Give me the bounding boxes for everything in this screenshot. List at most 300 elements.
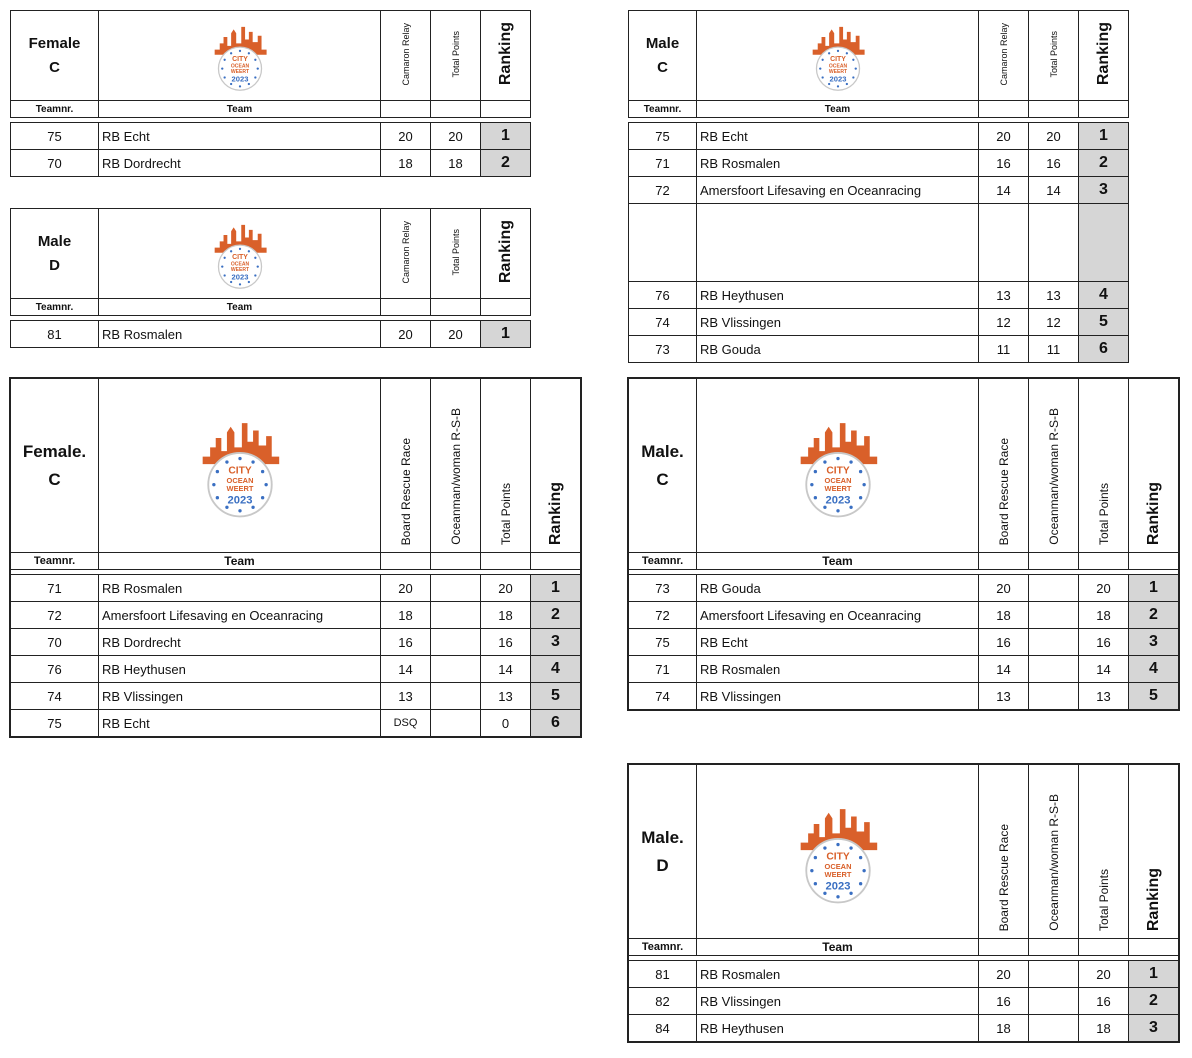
team-number: 81 <box>11 321 99 348</box>
team-number: 72 <box>11 602 99 629</box>
header-board-rescue-race: Board Rescue Race <box>979 379 1029 553</box>
header-oceanman: Oceanman/woman R-S-B <box>1029 765 1079 939</box>
star-dot <box>254 58 256 60</box>
star-dot <box>256 67 258 69</box>
header-team: Team <box>697 553 979 570</box>
team-name: RB Dordrecht <box>99 150 381 177</box>
board-points: 16 <box>979 629 1029 656</box>
team-name: RB Vlissingen <box>697 988 979 1015</box>
team-number: 74 <box>629 683 697 710</box>
logo-text: CITY <box>231 253 248 261</box>
star-dot <box>821 76 823 78</box>
header-total-points: Total Points <box>431 209 481 299</box>
team-name: RB Vlissingen <box>99 683 381 710</box>
logo-text: OCEAN <box>824 861 851 871</box>
table-row <box>11 629 581 656</box>
results-table-female-c-board <box>10 378 581 737</box>
table-row <box>629 177 1129 204</box>
board-points: 20 <box>381 575 431 602</box>
total-points: 20 <box>481 575 531 602</box>
team-name: RB Echt <box>99 123 381 150</box>
board-points: 20 <box>979 961 1029 988</box>
oceanman-points <box>431 656 481 683</box>
logo-cell <box>99 11 381 101</box>
logo-cell <box>697 379 979 553</box>
category-label: Male. <box>641 828 684 848</box>
total-points: 14 <box>481 656 531 683</box>
team-number: 84 <box>629 1015 697 1042</box>
category-cell <box>11 379 99 553</box>
board-points: 20 <box>979 575 1029 602</box>
table-row <box>629 309 1129 336</box>
team-name: RB Rosmalen <box>697 150 979 177</box>
ranking-value: 6 <box>531 710 581 737</box>
header-board-rescue-race: Board Rescue Race <box>979 765 1029 939</box>
oceanman-points <box>431 575 481 602</box>
board-points: 13 <box>381 683 431 710</box>
table-row <box>11 710 581 737</box>
city-ocean-weert-logo <box>806 18 870 94</box>
logo-text: WEERT <box>226 483 253 493</box>
team-name: RB Heythusen <box>697 282 979 309</box>
board-points: 16 <box>381 629 431 656</box>
ranking-value: 4 <box>1079 282 1129 309</box>
logo-text: WEERT <box>230 68 249 75</box>
star-dot <box>215 469 218 472</box>
ranking-value: 5 <box>531 683 581 710</box>
star-dot <box>223 274 225 276</box>
total-points: 20 <box>1079 575 1129 602</box>
star-dot <box>813 855 816 858</box>
ranking-value: 3 <box>1129 629 1179 656</box>
table-row <box>629 150 1129 177</box>
header-camaron-relay: Camaron Relay <box>381 11 431 101</box>
total-points: 18 <box>481 602 531 629</box>
star-dot <box>836 842 839 845</box>
header-total-points: Total Points <box>1029 11 1079 101</box>
ranking-value: 2 <box>1129 602 1179 629</box>
header-total-points: Total Points <box>1079 379 1129 553</box>
category-class: D <box>656 855 669 875</box>
results-table-male-d-board <box>628 764 1179 1042</box>
category-label: Female <box>28 34 81 52</box>
star-dot <box>229 250 231 252</box>
logo-year: 2023 <box>231 271 248 281</box>
team-name: RB Rosmalen <box>697 961 979 988</box>
results-table-male-d-relay <box>10 208 531 348</box>
star-dot <box>225 460 228 463</box>
team-number: 72 <box>629 602 697 629</box>
logo-text: WEERT <box>824 869 851 879</box>
table-row <box>629 656 1179 683</box>
team-number: 70 <box>11 629 99 656</box>
category-cell <box>629 11 697 101</box>
category-class: C <box>657 58 668 76</box>
oceanman-points <box>1029 1015 1079 1042</box>
total-points: 16 <box>1079 629 1129 656</box>
header-teamnr: Teamnr. <box>11 101 99 118</box>
header-total-points: Total Points <box>481 379 531 553</box>
oceanman-points <box>1029 683 1079 710</box>
star-dot <box>858 855 861 858</box>
table-row <box>629 988 1179 1015</box>
star-dot <box>215 496 218 499</box>
total-points: 13 <box>481 683 531 710</box>
team-name: RB Echt <box>697 629 979 656</box>
header-camaron-relay: Camaron Relay <box>381 209 431 299</box>
board-points: 18 <box>979 1015 1029 1042</box>
table-row <box>11 150 531 177</box>
logo-text: CITY <box>825 850 850 862</box>
team-number: 74 <box>629 309 697 336</box>
logo-text: WEERT <box>828 68 847 75</box>
team-name: RB Rosmalen <box>99 575 381 602</box>
table-row <box>629 123 1129 150</box>
header-teamnr: Teamnr. <box>629 553 697 570</box>
team-number: 71 <box>11 575 99 602</box>
oceanman-points <box>1029 575 1079 602</box>
team-number: 82 <box>629 988 697 1015</box>
category-class: C <box>656 469 669 489</box>
star-dot <box>254 274 256 276</box>
header-team: Team <box>99 101 381 118</box>
board-points: 14 <box>381 656 431 683</box>
star-dot <box>813 469 816 472</box>
total-points: 13 <box>1029 282 1079 309</box>
star-dot <box>858 496 861 499</box>
total-points: 12 <box>1029 309 1079 336</box>
star-dot <box>849 460 852 463</box>
ranking-value: 1 <box>1129 961 1179 988</box>
star-dot <box>251 460 254 463</box>
header-ranking: Ranking <box>481 11 531 101</box>
ranking-value: 3 <box>1079 177 1129 204</box>
table-row <box>11 123 531 150</box>
table-row <box>629 961 1179 988</box>
category-label: Female. <box>22 442 87 462</box>
star-dot <box>223 58 225 60</box>
team-number: 71 <box>629 150 697 177</box>
header-teamnr: Teamnr. <box>629 101 697 118</box>
logo-text: OCEAN <box>828 62 847 69</box>
logo-text: OCEAN <box>226 475 253 485</box>
team-name: Amersfoort Lifesaving en Oceanracing <box>697 177 979 204</box>
total-points: 16 <box>1029 150 1079 177</box>
relay-points: 14 <box>979 177 1029 204</box>
total-points: 16 <box>481 629 531 656</box>
star-dot <box>858 469 861 472</box>
ranking-value: 3 <box>1129 1015 1179 1042</box>
oceanman-points <box>431 683 481 710</box>
star-dot <box>238 456 241 459</box>
team-number: 73 <box>629 336 697 363</box>
logo-cell <box>99 209 381 299</box>
oceanman-points <box>1029 961 1079 988</box>
ranking-value: 2 <box>531 602 581 629</box>
team-name: Amersfoort Lifesaving en Oceanracing <box>99 602 381 629</box>
star-dot <box>858 882 861 885</box>
team-name: RB Echt <box>697 123 979 150</box>
logo-cell <box>697 11 979 101</box>
ranking-value: 5 <box>1079 309 1129 336</box>
total-points: 16 <box>1079 988 1129 1015</box>
ranking-value: 3 <box>531 629 581 656</box>
star-dot <box>810 482 813 485</box>
table-row <box>629 336 1129 363</box>
star-dot <box>836 456 839 459</box>
logo-year: 2023 <box>231 73 248 83</box>
team-number: 75 <box>629 123 697 150</box>
star-dot <box>223 256 225 258</box>
logo-text: OCEAN <box>824 475 851 485</box>
total-points: 20 <box>1079 961 1129 988</box>
star-dot <box>862 482 865 485</box>
relay-points: 13 <box>979 282 1029 309</box>
star-dot <box>836 85 838 87</box>
ranking-value: 1 <box>481 321 531 348</box>
oceanman-points <box>1029 602 1079 629</box>
star-dot <box>821 58 823 60</box>
board-points: 18 <box>979 602 1029 629</box>
table-row <box>629 575 1179 602</box>
results-table-female-c-relay <box>10 10 531 177</box>
city-ocean-weert-logo <box>192 410 288 522</box>
logo-text: WEERT <box>230 266 249 273</box>
category-label: Male <box>37 232 72 250</box>
ranking-value: 2 <box>1079 150 1129 177</box>
ranking-value: 1 <box>531 575 581 602</box>
team-number: 76 <box>11 656 99 683</box>
oceanman-points <box>431 710 481 737</box>
header-team: Team <box>697 101 979 118</box>
team-name: RB Gouda <box>697 336 979 363</box>
header-team: Team <box>99 553 381 570</box>
team-number: 73 <box>629 575 697 602</box>
star-dot <box>813 496 816 499</box>
ranking-value: 1 <box>1129 575 1179 602</box>
logo-text: CITY <box>825 464 850 476</box>
star-dot <box>852 76 854 78</box>
logo-text: CITY <box>829 55 846 63</box>
star-dot <box>254 256 256 258</box>
total-points: 11 <box>1029 336 1079 363</box>
star-dot <box>256 265 258 267</box>
star-dot <box>221 67 223 69</box>
team-name: RB Vlissingen <box>697 309 979 336</box>
header-teamnr: Teamnr. <box>11 553 99 570</box>
city-ocean-weert-logo <box>208 18 272 94</box>
team-name: Amersfoort Lifesaving en Oceanracing <box>697 602 979 629</box>
table-row <box>11 321 531 348</box>
logo-year: 2023 <box>825 879 850 892</box>
total-points: 0 <box>481 710 531 737</box>
logo-year: 2023 <box>825 493 850 506</box>
ranking-value: 4 <box>531 656 581 683</box>
board-points: 18 <box>381 602 431 629</box>
board-points: 16 <box>979 988 1029 1015</box>
star-dot <box>260 469 263 472</box>
ranking-value: 2 <box>481 150 531 177</box>
results-table-male-c-board <box>628 378 1179 710</box>
category-class: C <box>49 58 60 76</box>
category-cell <box>629 765 697 939</box>
total-points: 14 <box>1079 656 1129 683</box>
total-points: 13 <box>1079 683 1129 710</box>
relay-points: 16 <box>979 150 1029 177</box>
oceanman-points <box>1029 988 1079 1015</box>
ranking-value: 6 <box>1079 336 1129 363</box>
star-dot <box>264 482 267 485</box>
table-row-spacer <box>629 204 1129 282</box>
header-oceanman: Oceanman/woman R-S-B <box>431 379 481 553</box>
team-number: 74 <box>11 683 99 710</box>
star-dot <box>823 846 826 849</box>
relay-points: 18 <box>381 150 431 177</box>
table-row <box>11 656 581 683</box>
ranking-value: 4 <box>1129 656 1179 683</box>
total-points: 18 <box>431 150 481 177</box>
header-camaron-relay: Camaron Relay <box>979 11 1029 101</box>
table-row <box>11 602 581 629</box>
star-dot <box>212 482 215 485</box>
header-teamnr: Teamnr. <box>629 939 697 956</box>
logo-cell <box>697 765 979 939</box>
relay-points: 11 <box>979 336 1029 363</box>
city-ocean-weert-logo <box>790 410 886 522</box>
total-points: 18 <box>1079 1015 1129 1042</box>
team-number: 76 <box>629 282 697 309</box>
star-dot <box>810 868 813 871</box>
ranking-value: 5 <box>1129 683 1179 710</box>
star-dot <box>827 52 829 54</box>
logo-cell <box>99 379 381 553</box>
team-number: 81 <box>629 961 697 988</box>
team-name: RB Rosmalen <box>697 656 979 683</box>
total-points: 20 <box>431 321 481 348</box>
header-teamnr: Teamnr. <box>11 299 99 316</box>
header-team: Team <box>99 299 381 316</box>
table-row <box>629 629 1179 656</box>
team-number: 71 <box>629 656 697 683</box>
total-points: 20 <box>1029 123 1079 150</box>
star-dot <box>813 882 816 885</box>
header-ranking: Ranking <box>1079 11 1129 101</box>
table-row <box>629 1015 1179 1042</box>
logo-text: CITY <box>231 55 248 63</box>
relay-points: 20 <box>381 321 431 348</box>
star-dot <box>238 247 240 249</box>
table-row <box>629 602 1179 629</box>
category-class: C <box>48 469 61 489</box>
team-number: 70 <box>11 150 99 177</box>
team-name: RB Heythusen <box>99 656 381 683</box>
star-dot <box>247 52 249 54</box>
total-points: 14 <box>1029 177 1079 204</box>
ranking-value: 1 <box>481 123 531 150</box>
star-dot <box>819 67 821 69</box>
star-dot <box>238 283 240 285</box>
team-name: RB Gouda <box>697 575 979 602</box>
header-ranking: Ranking <box>531 379 581 553</box>
relay-points: 20 <box>381 123 431 150</box>
table-row <box>629 683 1179 710</box>
star-dot <box>845 52 847 54</box>
star-dot <box>229 52 231 54</box>
header-total-points: Total Points <box>1079 765 1129 939</box>
star-dot <box>238 509 241 512</box>
table-row <box>629 282 1129 309</box>
logo-text: WEERT <box>824 483 851 493</box>
ranking-value: 2 <box>1129 988 1179 1015</box>
board-points: 14 <box>979 656 1029 683</box>
logo-text: OCEAN <box>230 260 249 267</box>
oceanman-points <box>431 602 481 629</box>
star-dot <box>862 868 865 871</box>
team-number: 75 <box>11 123 99 150</box>
star-dot <box>238 85 240 87</box>
logo-text: OCEAN <box>230 62 249 69</box>
board-points: 13 <box>979 683 1029 710</box>
star-dot <box>836 895 839 898</box>
header-ranking: Ranking <box>1129 379 1179 553</box>
star-dot <box>852 58 854 60</box>
star-dot <box>854 67 856 69</box>
category-label: Male. <box>641 442 684 462</box>
table-row <box>11 575 581 602</box>
oceanman-points <box>1029 656 1079 683</box>
logo-year: 2023 <box>227 493 252 506</box>
total-points: 20 <box>431 123 481 150</box>
star-dot <box>254 76 256 78</box>
team-name: RB Heythusen <box>697 1015 979 1042</box>
team-name: RB Dordrecht <box>99 629 381 656</box>
ranking-value: 1 <box>1079 123 1129 150</box>
header-oceanman: Oceanman/woman R-S-B <box>1029 379 1079 553</box>
header-ranking: Ranking <box>481 209 531 299</box>
team-number: 72 <box>629 177 697 204</box>
category-cell <box>629 379 697 553</box>
team-name: RB Echt <box>99 710 381 737</box>
category-class: D <box>49 256 60 274</box>
city-ocean-weert-logo <box>208 216 272 292</box>
board-points: DSQ <box>381 710 431 737</box>
header-board-rescue-race: Board Rescue Race <box>381 379 431 553</box>
oceanman-points <box>431 629 481 656</box>
star-dot <box>238 49 240 51</box>
results-table-male-c-relay <box>628 10 1129 363</box>
star-dot <box>836 509 839 512</box>
header-total-points: Total Points <box>431 11 481 101</box>
team-name: RB Rosmalen <box>99 321 381 348</box>
header-ranking: Ranking <box>1129 765 1179 939</box>
city-ocean-weert-logo <box>790 796 886 908</box>
relay-points: 12 <box>979 309 1029 336</box>
star-dot <box>260 496 263 499</box>
star-dot <box>221 265 223 267</box>
total-points: 18 <box>1079 602 1129 629</box>
logo-text: CITY <box>227 464 252 476</box>
oceanman-points <box>1029 629 1079 656</box>
table-row <box>11 683 581 710</box>
category-cell <box>11 209 99 299</box>
team-number: 75 <box>11 710 99 737</box>
team-number: 75 <box>629 629 697 656</box>
star-dot <box>836 49 838 51</box>
relay-points: 20 <box>979 123 1029 150</box>
star-dot <box>823 460 826 463</box>
star-dot <box>849 846 852 849</box>
star-dot <box>247 250 249 252</box>
